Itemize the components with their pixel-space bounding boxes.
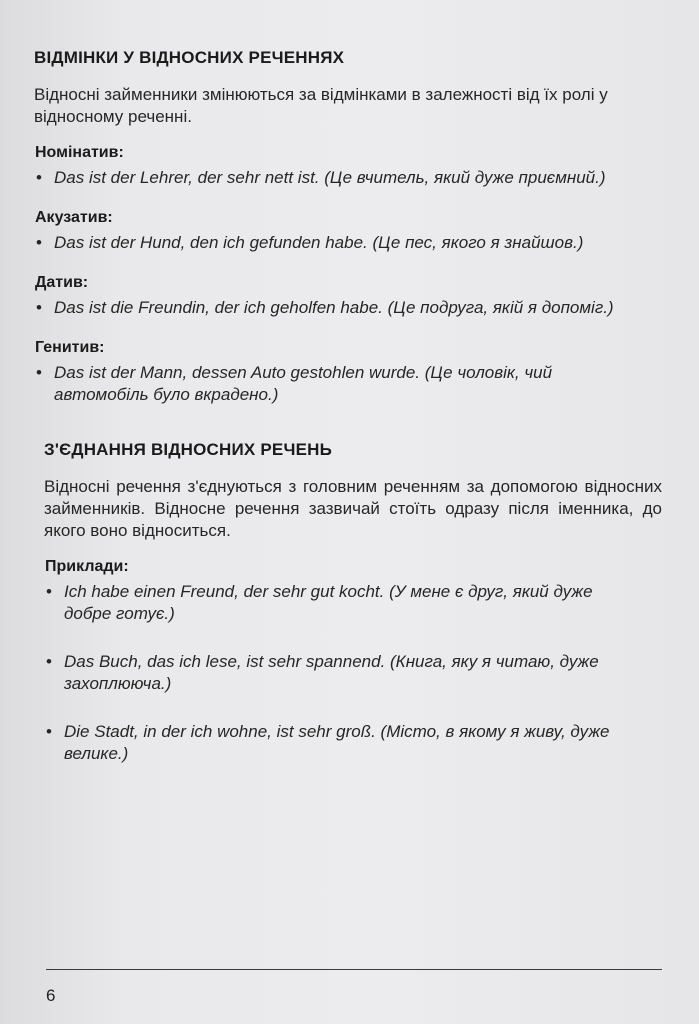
case-label: Датив: (35, 274, 89, 291)
case-dative (34, 274, 662, 319)
example-text: Das ist der Lehrer, der sehr nett ist. (Це вчитель, який дуже приємний.) (54, 168, 606, 187)
bullet-icon: • (46, 722, 52, 741)
example-text: Das Buch, das ich lese, ist sehr spannend. (Книга, яку я читаю, дуже захоплююча.) (64, 652, 599, 693)
case-genitive (34, 339, 662, 406)
list-item (44, 581, 662, 625)
examples-label: Приклади: (45, 558, 129, 575)
list-item (44, 721, 662, 765)
section-title: З'ЄДНАННЯ ВІДНОСНИХ РЕЧЕНЬ (44, 440, 333, 459)
section-joining-clauses (34, 440, 662, 765)
bullet-icon: • (36, 298, 42, 317)
section-title: ВІДМІНКИ У ВІДНОСНИХ РЕЧЕННЯХ (34, 48, 345, 67)
case-accusative (34, 209, 662, 254)
page-content (34, 48, 662, 791)
footer-divider (46, 969, 662, 970)
case-label: Номінатив: (35, 144, 124, 161)
list-item (34, 232, 662, 254)
section-intro: Відносні займенники змінюються за відмінками в залежності від їх ролі у відносному реченні. (34, 85, 608, 126)
example-text: Ich habe einen Freund, der sehr gut kocht. (У мене є друг, який дуже добре готує.) (64, 582, 593, 623)
bullet-icon: • (36, 233, 42, 252)
bullet-icon: • (36, 363, 42, 382)
list-item (34, 362, 662, 406)
example-text: Das ist die Freundin, der ich geholfen habe. (Це подруга, якій я допоміг.) (54, 298, 614, 317)
section-relative-cases (34, 48, 662, 406)
example-text: Das ist der Mann, dessen Auto gestohlen wurde. (Це чоловік, чий автомобіль було вкрадено.) (54, 363, 553, 404)
bullet-icon: • (36, 168, 42, 187)
bullet-icon: • (46, 582, 52, 601)
list-item (44, 651, 662, 695)
case-label: Акузатив: (35, 209, 113, 226)
bullet-icon: • (46, 652, 52, 671)
list-item (34, 167, 662, 189)
example-text: Die Stadt, in der ich wohne, ist sehr groß. (Місто, в якому я живу, дуже велике.) (64, 722, 610, 763)
page-number: 6 (46, 986, 56, 1005)
case-label: Генитив: (35, 339, 105, 356)
section-intro: Відносні речення з'єднуються з головним реченням за допомогою відносних займенників. Відносне речення зазвичай стоїть одразу після іменника, до якого воно відноситься. (44, 477, 662, 540)
case-nominative (34, 144, 662, 189)
example-text: Das ist der Hund, den ich gefunden habe. (Це пес, якого я знайшов.) (54, 233, 584, 252)
list-item (34, 297, 662, 319)
